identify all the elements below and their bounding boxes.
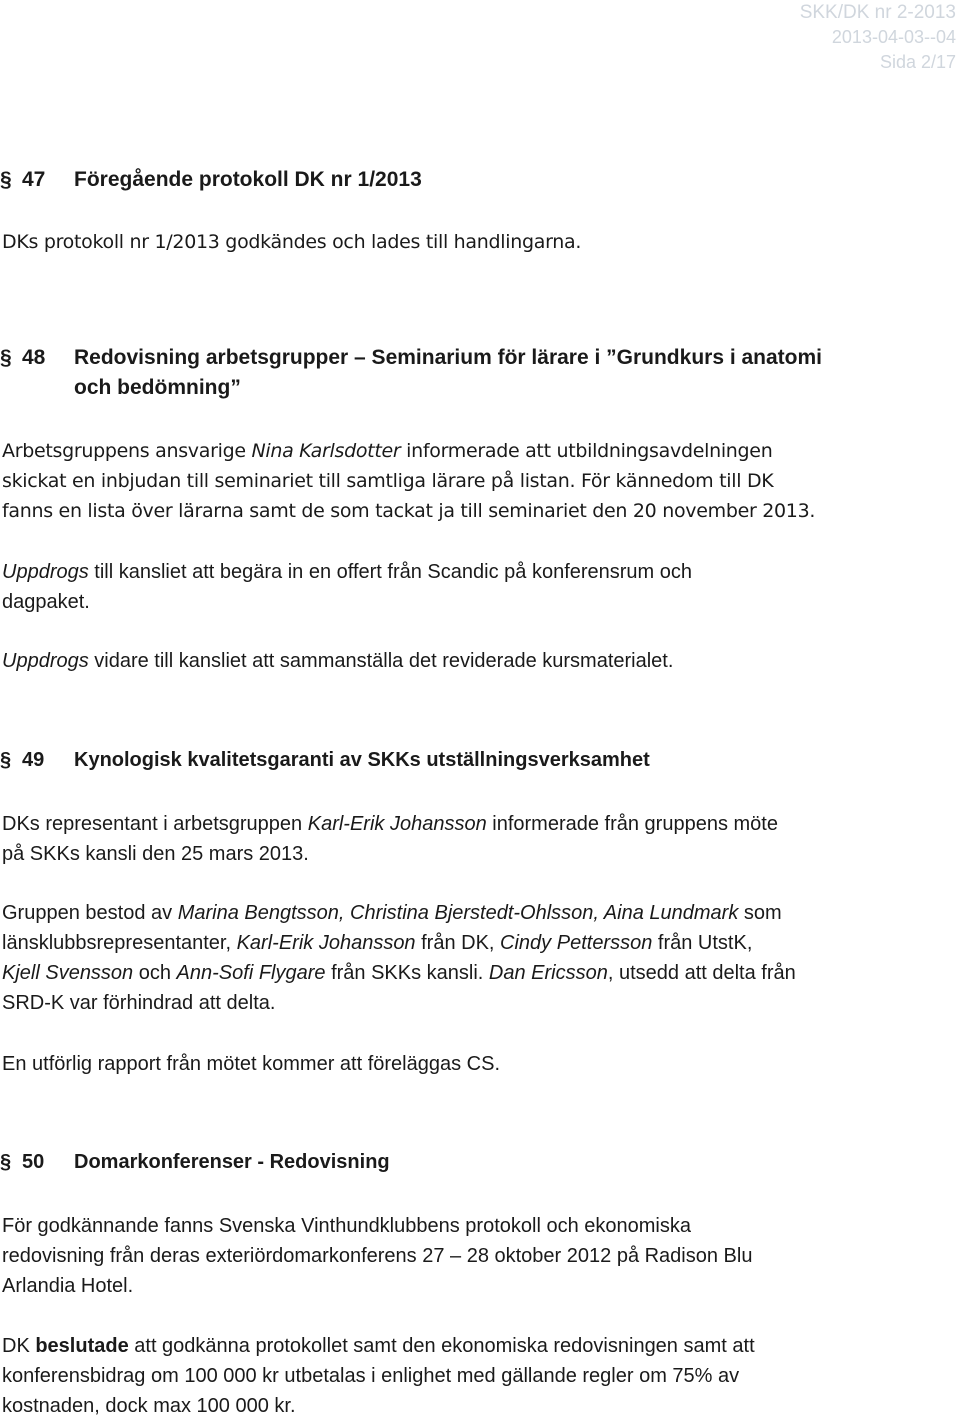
- section-49-paragraph-3: En utförlig rapport från mötet kommer att föreläggas CS.: [2, 1053, 500, 1075]
- section-48-paragraph-3: Uppdrogs vidare till kansliet att sammanställa det reviderade kursmaterialet.: [2, 650, 674, 672]
- person-name: Ann-Sofi Flygare: [176, 962, 326, 984]
- document-reference: SKK/DK nr 2-2013: [799, 2, 956, 23]
- section-symbol: §: [0, 346, 12, 369]
- person-name: Cindy Pettersson: [500, 932, 653, 954]
- decision-keyword: beslutade: [35, 1335, 129, 1357]
- action-keyword: Uppdrogs: [2, 650, 89, 672]
- page-header: [800, 0, 956, 75]
- section-48-heading-continued: och bedömning”: [74, 376, 241, 399]
- section-number: 49: [22, 749, 45, 771]
- person-name: Karl-Erik Johansson: [236, 932, 416, 954]
- section-48-paragraph-2: Uppdrogs till kansliet att begära in en offert från Scandic på konferensrum och dagpaket.: [2, 561, 693, 613]
- section-number: 48: [22, 346, 46, 369]
- section-number: 47: [22, 168, 46, 191]
- section-50-paragraph-2: DK beslutade att godkänna protokollet samt den ekonomiska redovisningen samt att konferensbidrag om 100 000 kr utbetalas i enlighet med gällande regler om 75% av kostnaden, dock max 100 000 kr.: [2, 1335, 755, 1417]
- action-keyword: Uppdrogs: [2, 561, 89, 583]
- person-name: Dan Ericsson: [488, 962, 608, 984]
- section-48-heading: [0, 342, 822, 373]
- section-50-paragraph-1: För godkännande fanns Svenska Vinthundklubbens protokoll och ekonomiska redovisning från deras exteriördomarkonferens 27 – 28 oktober 2012 på Radison Blu Arlandia Hotel.: [2, 1215, 753, 1297]
- person-name: Nina Karlsdotter: [251, 440, 401, 462]
- person-name: Kjell Svensson: [2, 962, 134, 984]
- section-title: Föregående protokoll DK nr 1/2013: [74, 168, 422, 191]
- section-49-paragraph-2: Gruppen bestod av Marina Bengtsson, Christina Bjerstedt-Ohlsson, Aina Lundmark som länsklubbsrepresentanter, Karl-Erik Johansson från DK, Cindy Pettersson från UtstK, Kjell Svensson och Ann-Sofi Flygare från SKKs kansli. Dan Ericsson, utsedd att delta från SRD-K var förhindrad att delta.: [2, 902, 796, 1014]
- section-48-paragraph-1: Arbetsgruppens ansvarige Nina Karlsdotter informerade att utbildningsavdelningen skickat en inbjudan till seminariet till samtliga lärare på listan. För kännedom till DK fanns en lista över lärarna samt de som tackat ja till seminariet den 20 november 2013.: [2, 440, 816, 522]
- section-symbol: §: [0, 749, 12, 771]
- section-49-heading: [0, 745, 650, 776]
- section-50-heading: [0, 1147, 390, 1178]
- document-date: 2013-04-03--04: [831, 27, 956, 47]
- section-symbol: §: [0, 168, 12, 191]
- section-47-heading: [0, 164, 422, 195]
- section-title: Domarkonferenser - Redovisning: [74, 1151, 390, 1173]
- section-symbol: §: [0, 1151, 12, 1173]
- page-number: Sida 2/17: [879, 52, 956, 72]
- person-name: Karl-Erik Johansson: [307, 813, 487, 835]
- section-title: Kynologisk kvalitetsgaranti av SKKs utställningsverksamhet: [74, 749, 650, 771]
- section-47-body: DKs protokoll nr 1/2013 godkändes och lades till handlingarna.: [2, 231, 582, 253]
- section-49-paragraph-1: DKs representant i arbetsgruppen Karl-Erik Johansson informerade från gruppens möte på SKKs kansli den 25 mars 2013.: [2, 813, 778, 865]
- section-title: Redovisning arbetsgrupper – Seminarium för lärare i ”Grundkurs i anatomi: [74, 346, 823, 369]
- person-names: Marina Bengtsson, Christina Bjerstedt-Ohlsson, Aina Lundmark: [177, 902, 739, 924]
- section-number: 50: [22, 1151, 45, 1173]
